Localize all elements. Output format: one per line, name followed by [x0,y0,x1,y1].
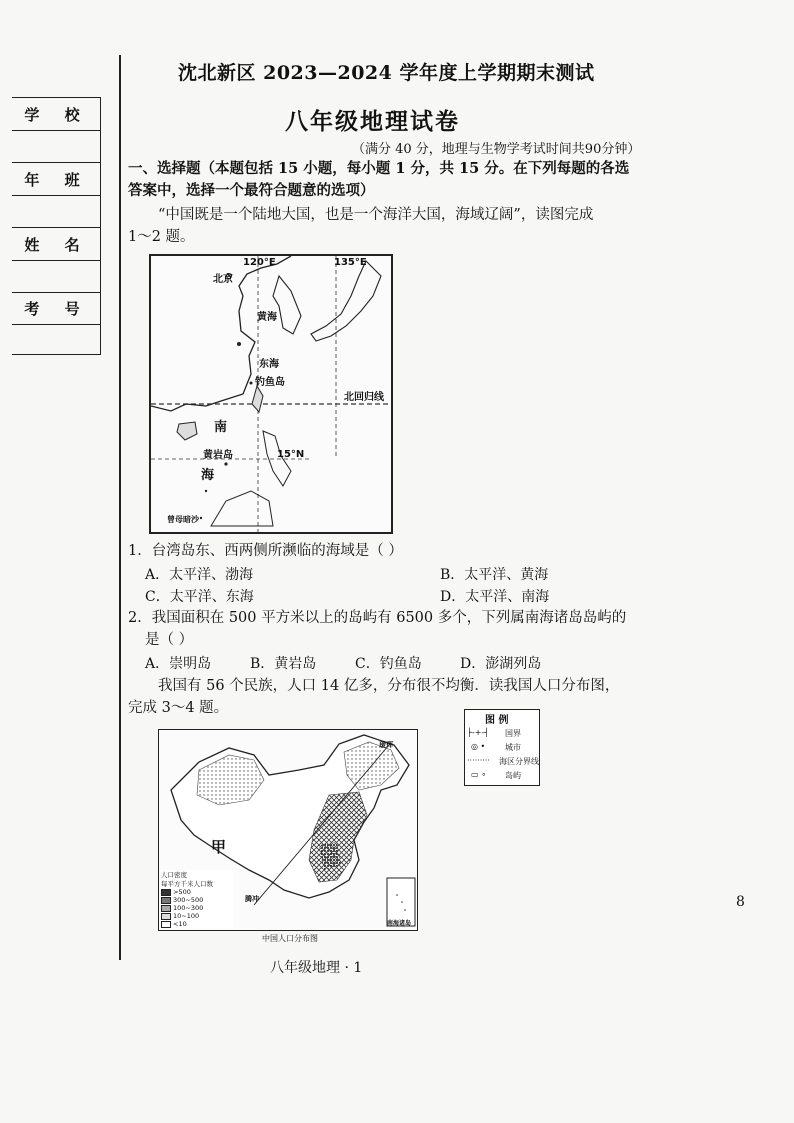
seas-map-legend [464,709,540,786]
info-divider [12,97,100,98]
legend-item [161,912,233,920]
legend-item-label: <10 [173,920,187,928]
lon-120-label: 120°E [243,257,276,268]
population-legend [161,870,233,928]
yellow-sea-label: 黄海 [257,312,277,323]
q2-option-d[interactable]: D．澎湖列岛 [460,656,542,672]
info-box-border [100,97,101,355]
side-mark: 8 [736,894,745,910]
legend-item [161,888,233,896]
q1-option-d[interactable]: D．太平洋、南海 [440,589,550,605]
legend-item-label: >500 [173,888,191,896]
exam-title: 沈北新区 2023—2024 学年度上学期期末测试 [178,62,595,84]
exam-meta: （满分 40 分，地理与生物学考试时间共90分钟） [352,142,641,157]
class-field-label: 年 班 [24,171,90,189]
sea-boundary-symbol: ········· [467,756,490,765]
paper-title: 八年级地理试卷 [285,108,460,135]
intro-text-cont: 1～2 题。 [128,229,195,245]
zengmu-label: 曾母暗沙 [167,515,199,524]
q2-option-b[interactable]: B．黄岩岛 [250,656,317,672]
diaoyu-label: 钓鱼岛 [255,377,285,388]
q2-option-c[interactable]: C．钓鱼岛 [355,656,422,672]
legend-unit: 每平方千米人口数 [161,880,213,888]
legend-swatch [161,905,171,912]
huangyan-label: 黄岩岛 [203,450,233,461]
question-1-stem: 1．台湾岛东、西两侧所濒临的海域是（ ） [128,543,403,559]
legend-item-label: 10~100 [173,912,200,920]
question-2-stem-cont: 是（ ） [145,632,194,648]
info-divider [12,195,100,196]
tropic-label: 北回归线 [344,392,384,403]
aihui-label: 瑷珲 [379,741,393,749]
legend-items [161,888,233,928]
info-divider [12,354,100,355]
q2-option-a[interactable]: A．崇明岛 [145,656,212,672]
q1-option-c[interactable]: C．太平洋、东海 [145,589,254,605]
section-heading: 一、选择题（本题包括 15 小题，每小题 1 分，共 15 分。在下列每题的各选 [128,160,630,177]
legend-item [161,896,233,904]
intro-text: “中国既是一个陆地大国，也是一个海洋大国，海域辽阔”，读图完成 [158,207,594,223]
legend-swatch [161,889,171,896]
legend-title: 图 例 [485,715,509,726]
legend-title: 人口密度 [161,871,187,879]
tengchong-label: 腾冲 [245,895,259,903]
info-divider [12,227,100,228]
q1-option-a[interactable]: A．太平洋、渤海 [145,567,254,583]
info-divider [12,292,100,293]
south-sea-label-1: 南 [214,420,228,435]
info-divider [12,324,100,325]
china-population-map [158,729,418,931]
beijing-label: 北京 [213,274,233,285]
legend-swatch [161,921,171,928]
info-divider [12,130,100,131]
lon-135-label: 135°E [334,257,367,268]
legend-item [161,920,233,928]
legend-island: 岛屿 [505,771,521,780]
legend-city: 城市 [505,743,521,752]
exam-number-field-label: 考 号 [24,300,90,318]
info-divider [12,260,100,261]
info-divider [12,162,100,163]
section-heading-cont: 答案中，选择一个最符合题意的选项） [128,182,375,199]
legend-swatch [161,897,171,904]
legend-sea-boundary: 海区分界线 [499,757,539,766]
school-field-label: 学 校 [24,106,90,124]
legend-item-label: 300~500 [173,896,204,904]
legend-border: 国界 [505,729,521,738]
region-jia-label: 甲 [211,838,227,856]
lat-15-label: 15°N [277,449,305,460]
border-symbol: ├-+-┤ [467,728,490,737]
question-2-stem: 2．我国面积在 500 平方米以上的岛屿有 6500 多个，下列属南海诸岛岛屿的 [128,610,627,626]
legend-item-label: 100~300 [173,904,204,912]
binding-line [119,55,121,960]
page-footer: 八年级地理 · 1 [270,960,363,976]
island-symbol: ▭ ∘ [471,770,487,779]
nanhai-inset-label: 南海诸岛 [387,920,412,927]
south-sea-label-2: 海 [201,468,215,483]
east-sea-label: 东海 [259,359,279,370]
population-intro: 我国有 56 个民族，人口 14 亿多，分布很不均衡．读我国人口分布图， [158,678,620,694]
legend-swatch [161,913,171,920]
legend-item [161,904,233,912]
q1-option-b[interactable]: B．太平洋、黄海 [440,567,549,583]
name-field-label: 姓 名 [24,236,90,254]
city-symbol: ◎ • [471,742,486,751]
population-intro-cont: 完成 3～4 题。 [128,700,229,716]
population-map-caption: 中国人口分布图 [262,934,318,943]
